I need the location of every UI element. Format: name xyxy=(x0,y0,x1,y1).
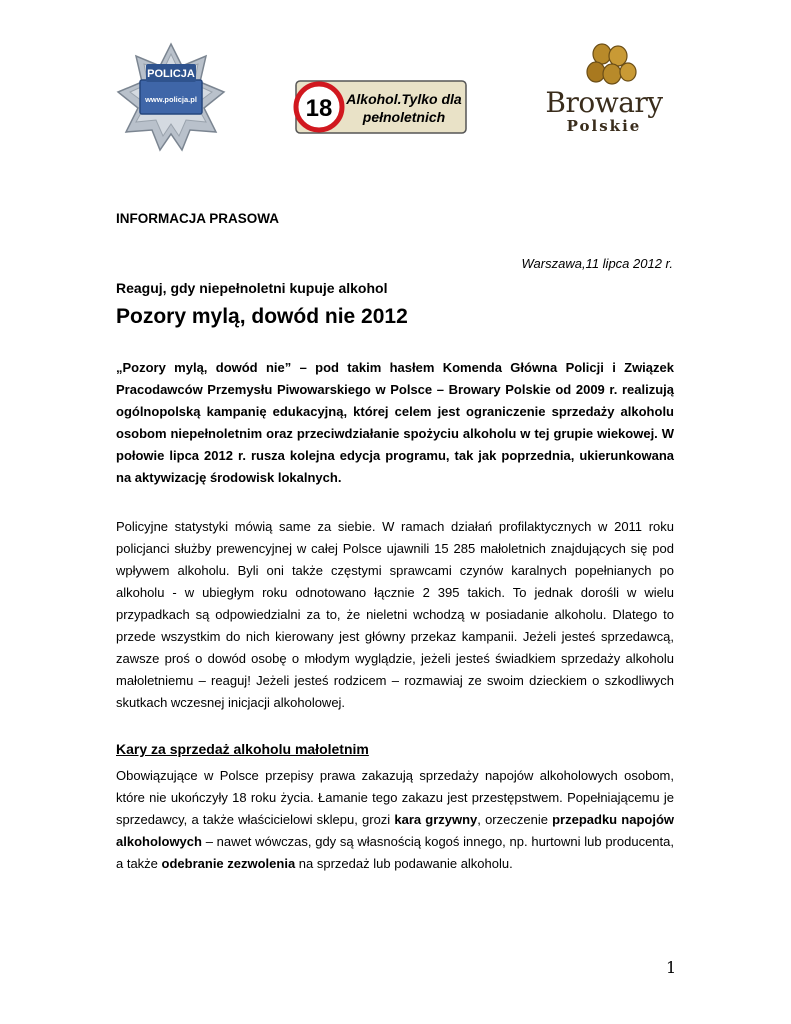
policja-logo-text: POLICJA xyxy=(147,68,195,80)
document-subtitle: Reaguj, gdy niepełnoletni kupuje alkohol xyxy=(116,280,388,296)
fine-emphasis: kara grzywny xyxy=(394,812,478,827)
license-revocation-emphasis: odebranie zezwolenia xyxy=(161,856,296,871)
lead-paragraph: „Pozory mylą, dowód nie” – pod takim hasłem Komenda Główna Policji i Związek Pracodawców Przemysłu Piwowarskiego w Polsce – Browary Polskie od 2009 r. realizują ogólnopolską kampanię edukacyjną, której celem jest ograniczenie sprzedaży alkoholu osobom niepełnoletnim oraz przeciwdziałanie spożyciu alkoholu w tej grupie wiekowej. W połowie lipca 2012 r. rusza kolejna edycja programu, tak jak poprzednia, ukierunkowana na aktywizację środowisk lokalnych. xyxy=(116,360,674,485)
press-release-label: INFORMACJA PRASOWA xyxy=(116,211,280,226)
document-title: Pozory mylą, dowód nie 2012 xyxy=(116,305,408,328)
penalties-text: – nawet wówczas, gdy są własnością kogoś innego, np. hurtowni lub producenta, a także xyxy=(116,834,674,871)
browary-polskie-logo xyxy=(544,42,664,138)
section-heading-penalties: Kary za sprzedaż alkoholu małoletnim xyxy=(116,741,369,757)
polskie-logo-word: Polskie xyxy=(566,117,642,135)
policja-logo xyxy=(116,42,226,152)
logo-header xyxy=(0,0,791,160)
penalties-text: na sprzedaż lub podawanie alkoholu. xyxy=(295,856,513,871)
forfeiture-emphasis: przepadku napojów alkoholowych xyxy=(116,812,675,849)
release-date: Warszawa,11 lipca 2012 r. xyxy=(521,256,673,271)
penalties-paragraph xyxy=(116,765,674,875)
penalties-text: Obowiązujące w Polsce przepisy prawa zakazują sprzedaży napojów alkoholowych osobom, które nie ukończyły 18 roku życia. Łamanie tego zakazu jest przestępstwem. Popełniającemu je sprzedawcy, a także właścicielowi sklepu, grozi xyxy=(116,768,674,827)
penalties-text: , orzeczenie xyxy=(477,812,553,827)
campaign-18-line2: pełnoletnich xyxy=(362,109,446,125)
page-number: 1 xyxy=(666,958,677,977)
campaign-18-number: 18 xyxy=(305,95,333,122)
campaign-18-logo xyxy=(292,78,468,136)
campaign-18-line1: Alkohol.Tylko dla xyxy=(346,91,462,107)
policja-logo-url: www.policja.pl xyxy=(145,95,197,104)
hop-cones-icon xyxy=(544,42,664,88)
statistics-paragraph: Policyjne statystyki mówią same za siebie. W ramach działań profilaktycznych w 2011 roku policjanci służby prewencyjnej w całej Polsce ujawnili 15 285 małoletnich znajdujących się pod wpływem alkoholu. Byli oni także częstymi sprawcami czynów karalnych popełnianych po alkoholu - w ubiegłym roku odnotowano łącznie 2 395 takich. To jednak dorośli w wielu przypadkach są odpowiedzialni za to, że nieletni wchodzą w posiadanie alkoholu. Dlatego to przede wszystkim do nich kierowany jest główny przekaz kampanii. Jeżeli jesteś sprzedawcą, zawsze proś o dowód osobę o młodym wyglądzie, jeżeli jesteś świadkiem sprzedaży alkoholu małoletniemu – reaguj! Jeżeli jesteś rodzicem – rozmawiaj ze swoim dzieckiem o szkodliwych skutkach wczesnej inicjacji alkoholowej. xyxy=(116,519,674,710)
browary-logo-word: Browary xyxy=(545,86,663,119)
